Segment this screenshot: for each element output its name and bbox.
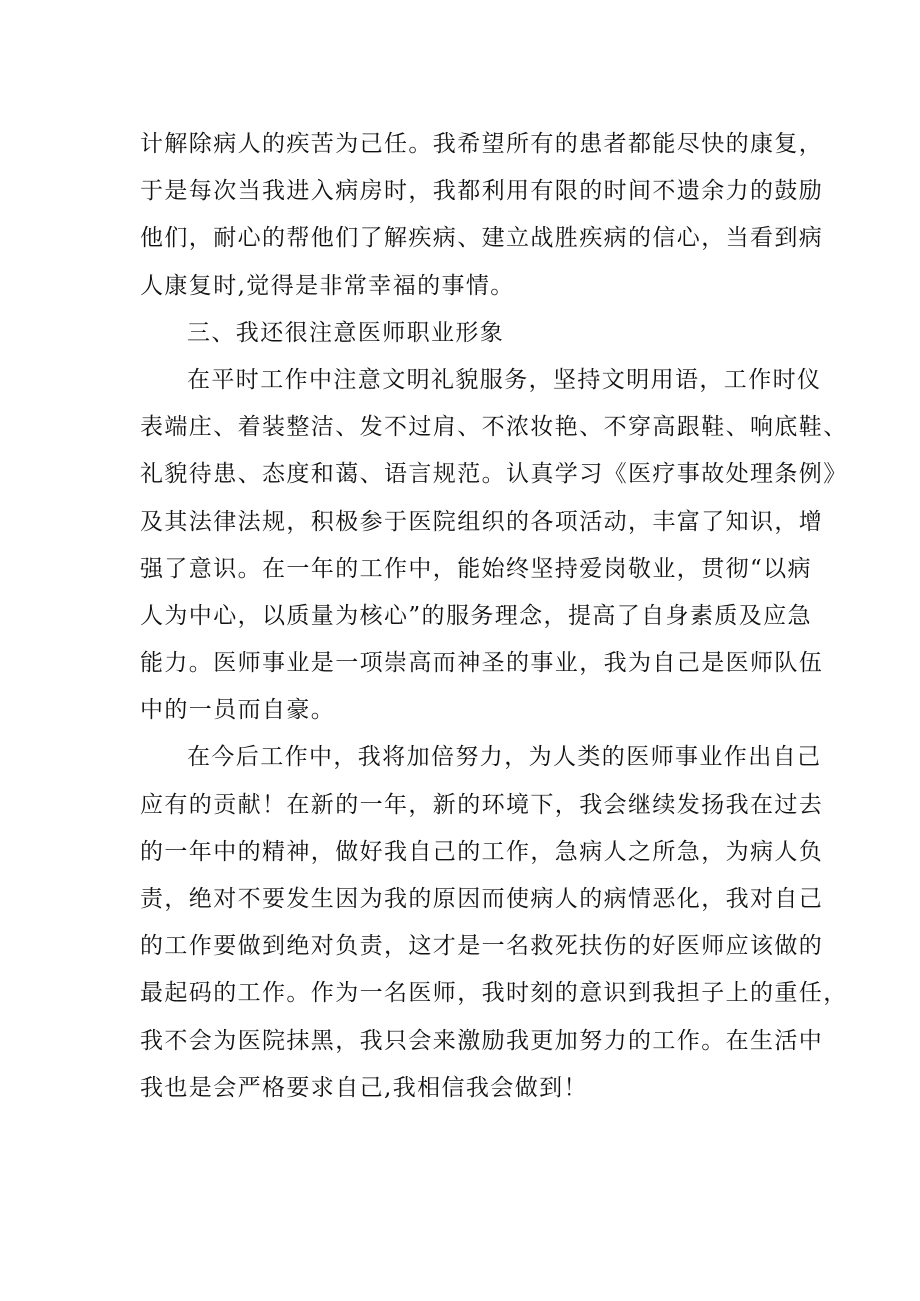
paragraph-line: 人为中心，以质量为核心”的服务理念，提高了自身素质及应急 xyxy=(140,602,812,629)
paragraph-line: 及其法律法规，积极参于医院组织的各项活动，丰富了知识，增 xyxy=(140,508,824,535)
paragraph-line: 责，绝对不要发生因为我的原因而使病人的病情恶化，我对自己 xyxy=(140,886,824,912)
paragraph-line: 中的一员而自豪。 xyxy=(140,697,336,724)
paragraph-line: 在今后工作中，我将加倍努力，为人类的医师事业作出自己 xyxy=(187,744,822,771)
paragraph-line: 应有的贡献！在新的一年，新的环境下，我会继续发扬我在过去 xyxy=(140,791,824,818)
section-heading: 三、我还很注意医师职业形象 xyxy=(187,319,505,346)
paragraph-line: 礼貌待患、态度和蔼、语言规范。认真学习《医疗事故处理条例》 xyxy=(140,461,848,488)
paragraph-line: 能力。医师事业是一项崇高而神圣的事业，我为自己是医师队伍 xyxy=(140,650,824,677)
paragraph-line: 最起码的工作。作为一名医师，我时刻的意识到我担子上的重任， xyxy=(140,980,848,1007)
paragraph-line: 强了意识。在一年的工作中，能始终坚持爱岗敬业，贯彻“以病 xyxy=(140,555,812,582)
paragraph-line: 他们，耐心的帮他们了解疾病、建立战胜疾病的信心，当看到病 xyxy=(140,225,824,252)
paragraph-line: 表端庄、着装整洁、发不过肩、不浓妆艳、不穿高跟鞋、响底鞋、 xyxy=(140,414,848,441)
paragraph-line: 于是每次当我进入病房时，我都利用有限的时间不遗余力的鼓励 xyxy=(140,178,824,205)
paragraph-line: 人康复时,觉得是非常幸福的事情。 xyxy=(140,272,515,299)
paragraph-line: 我也是会严格要求自己,我相信我会做到！ xyxy=(140,1074,588,1101)
paragraph-line: 在平时工作中注意文明礼貌服务，坚持文明用语，工作时仪 xyxy=(187,366,822,393)
paragraph-line: 计解除病人的疾苦为己任。我希望所有的患者都能尽快的康复， xyxy=(140,131,824,157)
paragraph-line: 的一年中的精神，做好我自己的工作，急病人之所急，为病人负 xyxy=(140,838,824,865)
document-body xyxy=(140,121,848,1112)
paragraph-line: 我不会为医院抹黑，我只会来激励我更加努力的工作。在生活中 xyxy=(140,1027,824,1054)
paragraph-line: 的工作要做到绝对负责，这才是一名救死扶伤的好医师应该做的 xyxy=(140,933,824,960)
